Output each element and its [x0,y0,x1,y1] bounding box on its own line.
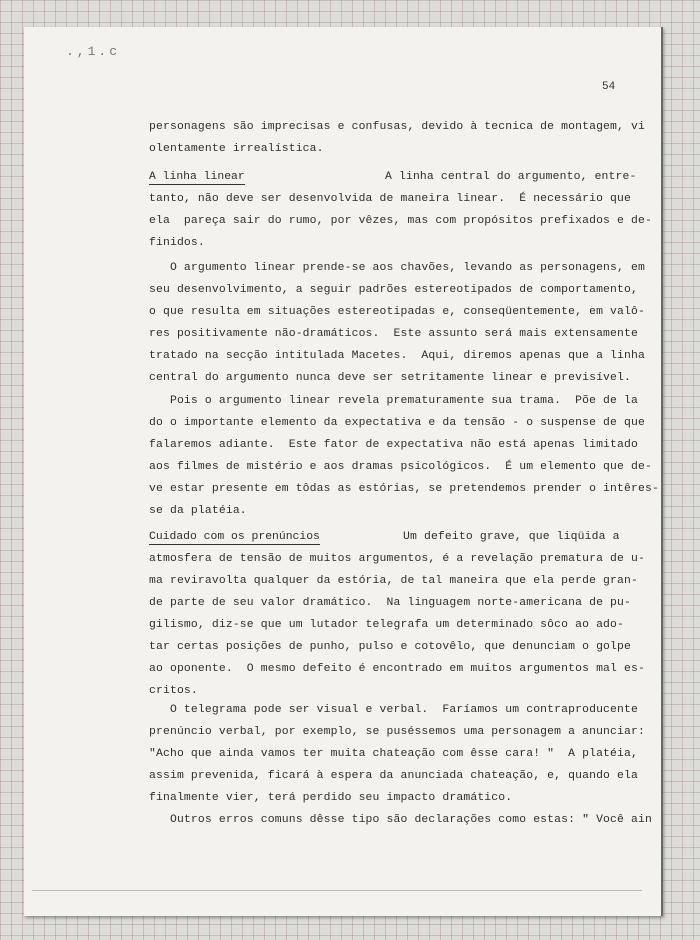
page-fold-line [32,890,642,891]
text-line: gilismo, diz-se que um lutador telegrafa um determinado sôco ao ado- [149,619,625,631]
text-line: ve estar presente em tôdas as estórias, se pretendemos prender o intêres- [149,483,659,495]
section-heading-linha-linear: A linha linear [149,171,245,183]
text-line: Um defeito grave, que liqüida a [403,531,620,543]
text-line: ao oponente. O mesmo defeito é encontrado em muitos argumentos mal es- [149,663,645,675]
text-line: assim prevenida, ficará à espera da anunciada chateação, e, quando ela [149,770,638,782]
text-line: ela pareça sair do rumo, por vêzes, mas com propósitos prefixados e de- [149,215,652,227]
section-heading-prenuncios: Cuidado com os prenúncios [149,531,320,543]
page-number: 54 [602,81,616,93]
text-line: tratado na secção intitulada Macetes. Aqui, diremos apenas que a linha [149,350,645,362]
text-line: finalmente vier, terá perdido seu impacto dramático. [149,792,513,804]
text-line: A linha central do argumento, entre- [385,171,637,183]
text-line: O telegrama pode ser visual e verbal. Faríamos um contraproducente [149,704,638,716]
text-line: olentamente irrealística. [149,143,324,155]
text-line: prenúncio verbal, por exemplo, se puséssemos uma personagem a anunciar: [149,726,645,738]
text-line: atmosfera de tensão de muitos argumentos, é a revelação prematura de u- [149,553,645,565]
text-line: finidos. [149,237,205,249]
text-line: de parte de seu valor dramático. Na linguagem norte-americana de pu- [149,597,631,609]
text-line: Pois o argumento linear revela prematuramente sua trama. Põe de la [149,395,638,407]
text-line: do o importante elemento da expectativa e da tensão - o suspense de que [149,417,645,429]
text-line: O argumento linear prende-se aos chavões, levando as personagens, em [149,262,645,274]
text-line: "Acho que ainda vamos ter muita chateação com êsse cara! " A platéia, [149,748,638,760]
text-line: Outros erros comuns dêsse tipo são declarações como estas: " Você ain [149,814,652,826]
text-line: o que resulta em situações estereotipadas e, conseqüentemente, em valô- [149,306,645,318]
text-line: se da platéia. [149,505,247,517]
text-line: central do argumento nunca deve ser setritamente linear e previsível. [149,372,631,384]
text-line: tar certas posições de punho, pulso e cotovêlo, que denunciam o golpe [149,641,631,653]
text-line: falaremos adiante. Este fator de expectativa não está apenas limitado [149,439,638,451]
text-line: ma reviravolta qualquer da estória, de tal maneira que ela perde gran- [149,575,638,587]
text-line: critos. [149,685,198,697]
text-line: res positivamente não-dramáticos. Este assunto será mais extensamente [149,328,638,340]
corner-handwritten-mark: .,1.c [66,44,121,59]
text-line: tanto, não deve ser desenvolvida de maneira linear. É necessário que [149,193,631,205]
text-line: seu desenvolvimento, a seguir padrões estereotipados de comportamento, [149,284,638,296]
text-line: aos filmes de mistério e aos dramas psicológicos. É um elemento que de- [149,461,652,473]
text-line: personagens são imprecisas e confusas, devido à tecnica de montagem, vi [149,121,645,133]
